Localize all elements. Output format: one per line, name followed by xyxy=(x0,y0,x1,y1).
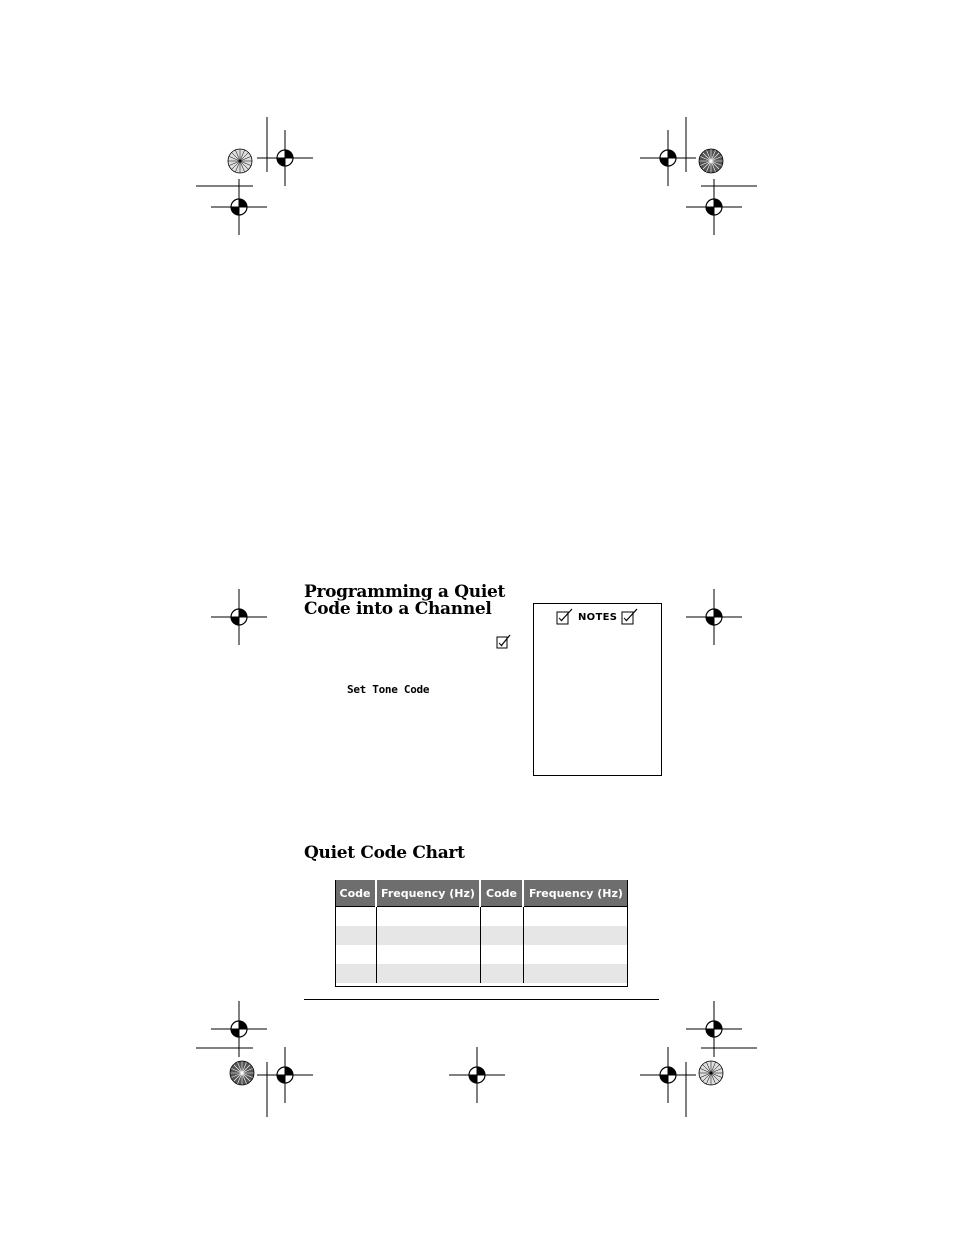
header-code-2: Code xyxy=(480,880,523,907)
table-cell xyxy=(523,964,628,983)
table-cell xyxy=(523,926,628,945)
header-code-1: Code xyxy=(335,880,376,907)
quiet-code-table xyxy=(335,880,628,983)
table-cell xyxy=(335,907,376,927)
table-cell xyxy=(335,964,376,983)
table-cell xyxy=(523,907,628,927)
table-header-row xyxy=(335,880,628,907)
notes-right-pencil-icon xyxy=(621,608,639,626)
table-cell xyxy=(376,926,480,945)
section-heading xyxy=(304,584,505,618)
table-cell xyxy=(480,926,523,945)
table-cell xyxy=(523,945,628,964)
notes-box xyxy=(533,603,662,776)
section-heading-line1: Programming a Quiet xyxy=(304,582,506,602)
header-frequency-1: Frequency (Hz) xyxy=(376,880,480,907)
table-row xyxy=(335,964,628,983)
table-cell xyxy=(335,926,376,945)
header-frequency-2: Frequency (Hz) xyxy=(523,880,628,907)
table-cell xyxy=(480,964,523,983)
table-cell xyxy=(480,945,523,964)
table-cell xyxy=(376,945,480,964)
table-row xyxy=(335,945,628,964)
table-cell xyxy=(480,907,523,927)
notes-title: NOTES xyxy=(578,612,618,623)
note-pencil-icon xyxy=(496,634,512,650)
lcd-display-text: Set Tone Code xyxy=(347,683,430,696)
table-row xyxy=(335,907,628,927)
table-cell xyxy=(335,945,376,964)
table-cell xyxy=(376,907,480,927)
table-row xyxy=(335,926,628,945)
table-cell xyxy=(376,964,480,983)
page-footer-rule xyxy=(304,999,659,1000)
chart-heading: Quiet Code Chart xyxy=(304,843,465,863)
notes-left-pencil-icon xyxy=(556,608,574,626)
section-heading-line2: Code into a Channel xyxy=(304,599,492,619)
